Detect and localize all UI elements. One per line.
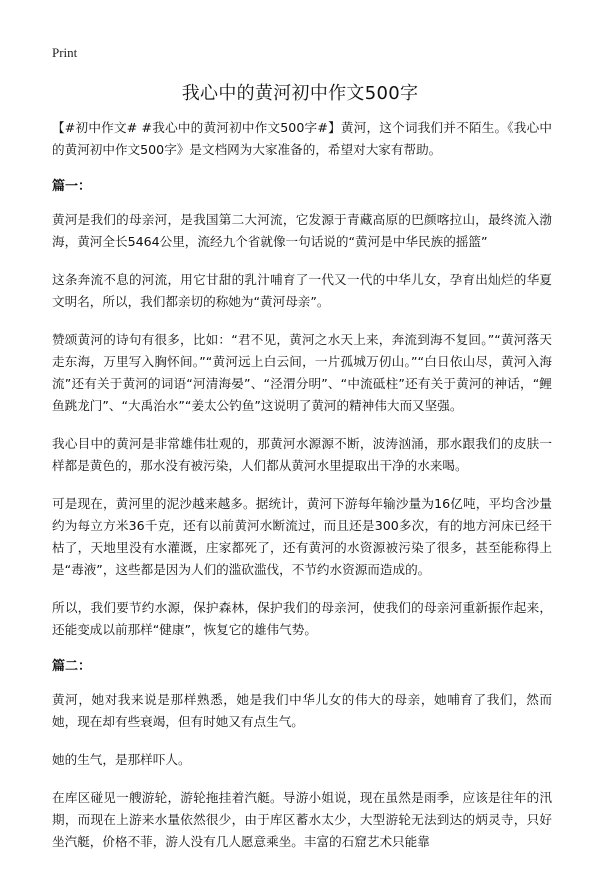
section-2	[52, 657, 552, 853]
intro-paragraph: 【#初中作文# #我心中的黄河初中作文500字#】黄河，这个词我们并不陌生。《我心中的黄河初中作文500字》是文档网为大家准备的，希望对大家有帮助。	[52, 120, 552, 157]
paragraph: 赞颂黄河的诗句有很多，比如：“君不见，黄河之水天上来，奔流到海不复回。”“黄河落天走东海，万里写入胸怀间。”“黄河远上白云间，一片孤城万仞山。”“白日依山尽，黄河入海流”还有关于黄河的词语“河清海晏”、“泾渭分明”、“中流砥柱”还有关于黄河的神话，“鲤鱼跳龙门”、“大禹治水”“姜太公钓鱼”这说明了黄河的精神伟大而又坚强。	[52, 332, 552, 413]
print-link[interactable]: Print	[52, 45, 78, 60]
section-1	[52, 177, 552, 641]
paragraph: 黄河，她对我来说是那样熟悉，她是我们中华儿女的伟大的母亲，她哺育了我们，然而她，现在却有些衰竭，但有时她又有点生气。	[52, 692, 552, 729]
paragraph: 她的生气，是那样吓人。	[52, 752, 191, 767]
paragraph: 黄河是我们的母亲河，是我国第二大河流，它发源于青藏高原的巴颜喀拉山，最终流入渤海，黄河全长5464公里，流经九个省就像一句话说的“黄河是中华民族的摇篮”	[52, 212, 552, 249]
paragraph: 可是现在，黄河里的泥沙越来越多。据统计，黄河下游每年输沙量为16亿吨，平均含沙量约为每立方米36千克，还有以前黄河水断流过，而且还是300多次，有的地方河床已经干枯了，天地里没有水灌溉，庄家都死了，还有黄河的水资源被污染了很多，甚至能称得上是“毒液”，这些都是因为人们的滥砍滥伐，不节约水资源而造成的。	[52, 496, 552, 577]
paragraph: 我心目中的黄河是非常雄伟壮观的，那黄河水源源不断，波涛汹涌，那水跟我们的皮肤一样都是黄色的，那水没有被污染，人们都从黄河水里提取出干净的水来喝。	[52, 436, 552, 473]
page-title: 我心中的黄河初中作文500字	[181, 83, 419, 104]
paragraph: 在库区碰见一艘游轮，游轮拖挂着汽艇。导游小姐说，现在虽然是雨季，应该是往年的汛期，而现在上游来水量依然很少，由于库区蓄水太少，大型游轮无法到达的炳灵寺，只好坐汽艇，价格不菲，游人没有几人愿意乘坐。丰富的石窟艺术只能靠	[52, 790, 552, 849]
section-heading: 篇二：	[52, 659, 92, 674]
article-body	[52, 117, 552, 869]
paragraph: 这条奔流不息的河流，用它甘甜的乳汁哺育了一代又一代的中华儿女，孕育出灿烂的华夏文明名，所以，我们都亲切的称她为“黄河母亲”。	[52, 272, 552, 309]
section-heading: 篇一：	[52, 179, 92, 194]
paragraph: 所以，我们要节约水源，保护森林，保护我们的母亲河，使我们的母亲河重新振作起来，还能变成以前那样“健康”，恢复它的雄伟气势。	[52, 600, 552, 637]
